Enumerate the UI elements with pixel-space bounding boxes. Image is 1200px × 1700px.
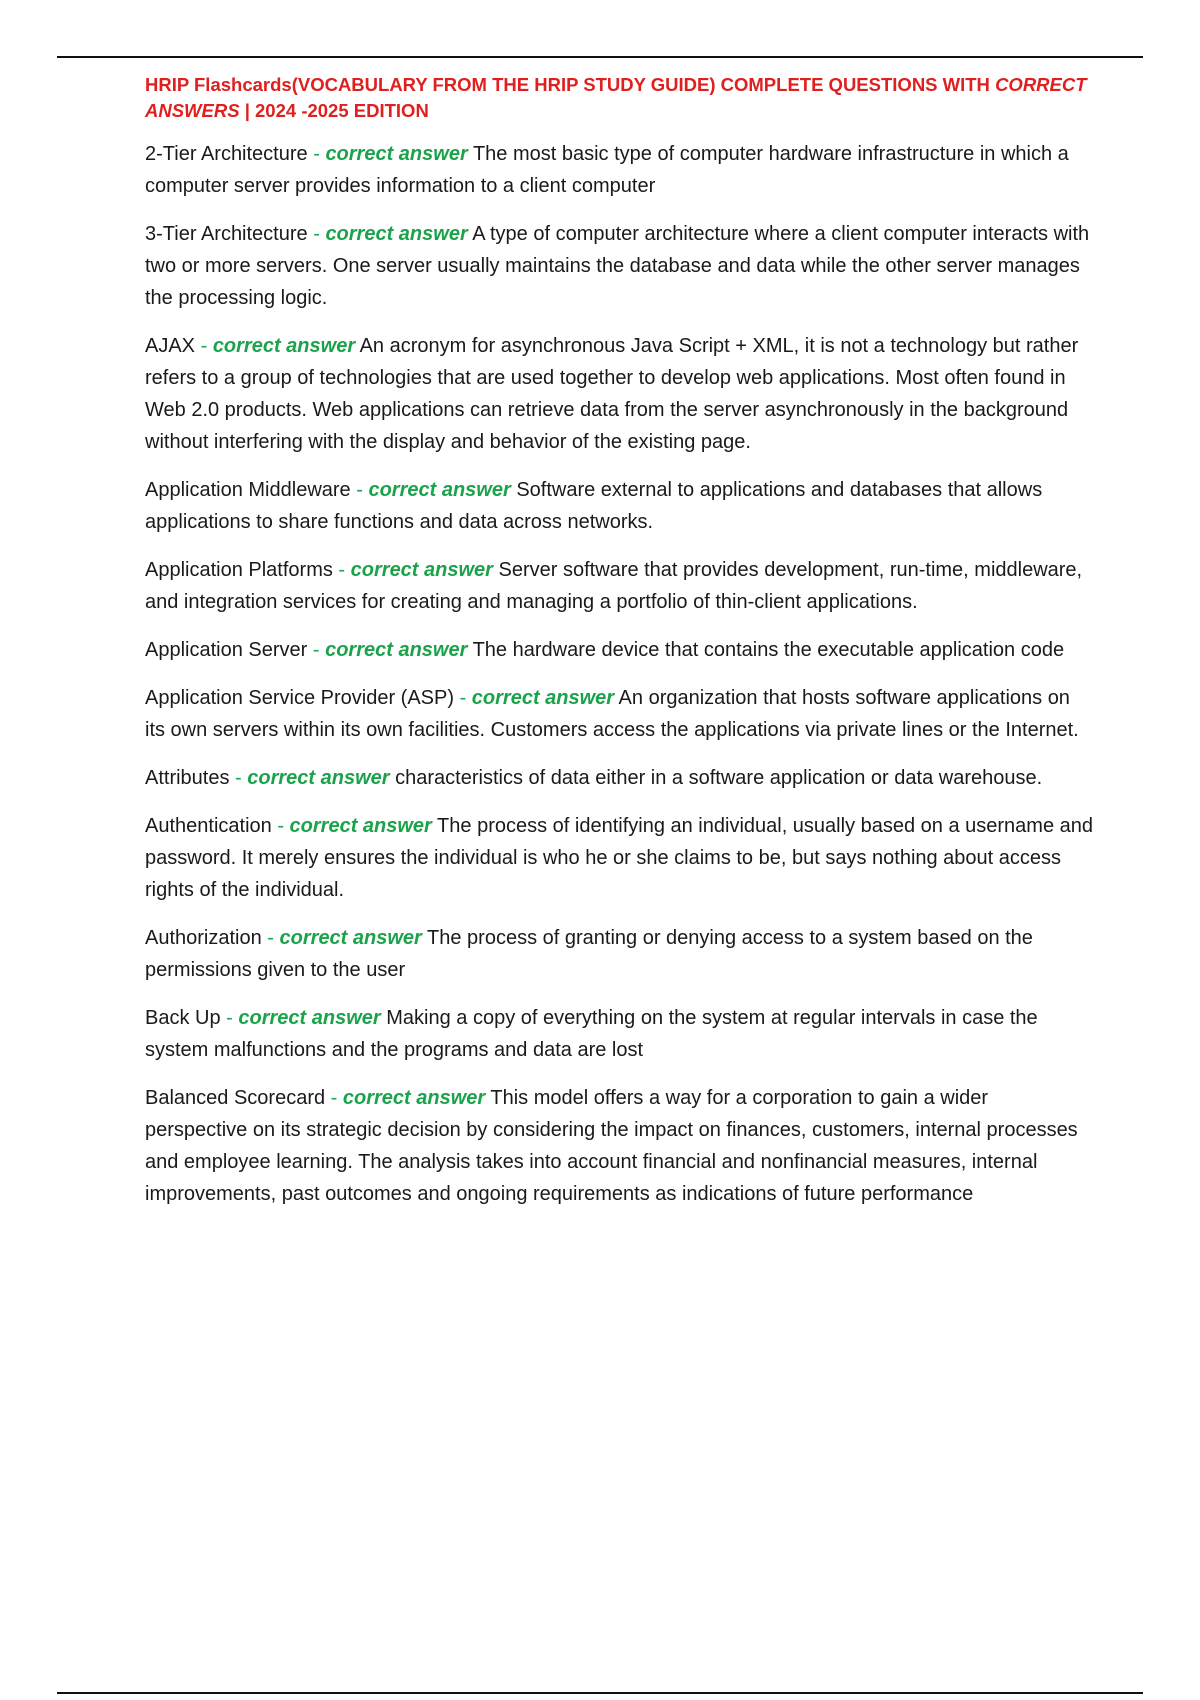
flashcard-definition: This model offers a way for a corporation to gain a wider perspective on its strategic decision by considering the impact on finances, customers, internal processes and employee learning. The analysis takes into account financial and nonfinancial measures, internal improvements, past outcomes and ongoing requirements as indications of future performance [145,1087,1078,1205]
flashcard-definition: Server software that provides development, run-time, middleware, and integration services for creating and managing a portfolio of thin-client applications. [145,559,1083,613]
flashcard-term: Application Server [145,639,308,661]
flashcard-term: 2-Tier Architecture [145,143,308,165]
flashcard-definition: Software external to applications and databases that allows applications to share functions and data across networks. [145,479,1043,533]
correct-answer-label: correct answer [247,767,390,789]
title-italic-text: CORRECT ANSWERS [145,74,1087,121]
term-separator: - [195,335,213,357]
flashcard-entry [145,922,1095,986]
correct-answer-label: correct answer [342,1087,486,1109]
flashcard-entry [145,554,1095,618]
correct-answer-label: correct answer [368,479,511,501]
flashcard-entry [145,810,1095,906]
flashcard-entry [145,1002,1095,1066]
top-rule [57,56,1143,58]
correct-answer-label: correct answer [325,223,468,245]
flashcard-term: Back Up [145,1007,221,1029]
term-separator: - [261,927,280,949]
title-text: HRIP Flashcards(VOCABULARY FROM THE HRIP STUDY GUIDE) COMPLETE QUESTIONS WITH [145,74,996,95]
flashcard-entry [145,474,1095,538]
correct-answer-label: correct answer [289,815,432,837]
term-separator: - [307,223,326,245]
term-separator: - [220,1007,239,1029]
flashcard-term: Application Service Provider (ASP) [145,687,455,709]
correct-answer-label: correct answer [238,1007,381,1029]
flashcard-definition: The process of identifying an individual, usually based on a username and password. It merely ensures the individual is who he or she claims to be, but says nothing about access rights of the individual. [145,815,1094,901]
term-separator: - [271,815,290,837]
flashcard-term: 3-Tier Architecture [145,223,308,245]
flashcard-entry [145,218,1095,314]
flashcard-term: AJAX [145,335,196,357]
correct-answer-label: correct answer [325,143,468,165]
flashcard-definition: An organization that hosts software applications on its own servers within its own facilities. Customers access the applications via private lines or the Internet. [145,687,1079,741]
flashcard-list [145,138,1095,1210]
flashcard-definition: The process of granting or denying access to a system based on the permissions given to the user [145,927,1033,981]
term-separator: - [332,559,351,581]
flashcard-term: Application Platforms [145,559,333,581]
flashcard-term: Application Middleware [145,479,351,501]
flashcard-term: Authorization [145,927,262,949]
bottom-rule [57,1692,1143,1694]
term-separator: - [325,1087,343,1109]
term-separator: - [350,479,369,501]
correct-answer-label: correct answer [471,687,615,709]
flashcard-entry [145,138,1095,202]
flashcard-term: Authentication [145,815,272,837]
flashcard-entry [145,762,1095,794]
flashcard-definition: Making a copy of everything on the system at regular intervals in case the system malfunctions and the programs and data are lost [145,1007,1038,1061]
flashcard-entry [145,682,1095,746]
term-separator: - [229,767,248,789]
flashcard-entry [145,330,1095,458]
correct-answer-label: correct answer [279,927,422,949]
flashcard-definition: characteristics of data either in a software application or data warehouse. [395,767,1043,789]
flashcard-entry [145,1082,1095,1210]
flashcard-definition: A type of computer architecture where a client computer interacts with two or more servers. One server usually maintains the database and data while the other server manages the processing logic. [145,223,1090,309]
correct-answer-label: correct answer [325,639,468,661]
term-separator: - [307,143,326,165]
flashcard-definition: The hardware device that contains the executable application code [472,639,1065,661]
correct-answer-label: correct answer [212,335,356,357]
document-title [145,72,1095,124]
flashcard-definition: An acronym for asynchronous Java Script + XML, it is not a technology but rather refers to a group of technologies that are used together to develop web applications. Most often found in Web 2.0 products. Web applications can retrieve data from the server asynchronously in the background without interfering with the display and behavior of the existing page. [145,335,1079,453]
term-separator: - [307,639,326,661]
correct-answer-label: correct answer [350,559,493,581]
title-edition-text: | 2024 -2025 EDITION [239,100,429,121]
term-separator: - [454,687,472,709]
flashcard-definition: The most basic type of computer hardware infrastructure in which a computer server provides information to a client computer [145,143,1069,197]
flashcard-term: Balanced Scorecard [145,1087,326,1109]
flashcard-entry [145,634,1095,666]
document-body [145,72,1095,1226]
flashcard-term: Attributes [145,767,230,789]
